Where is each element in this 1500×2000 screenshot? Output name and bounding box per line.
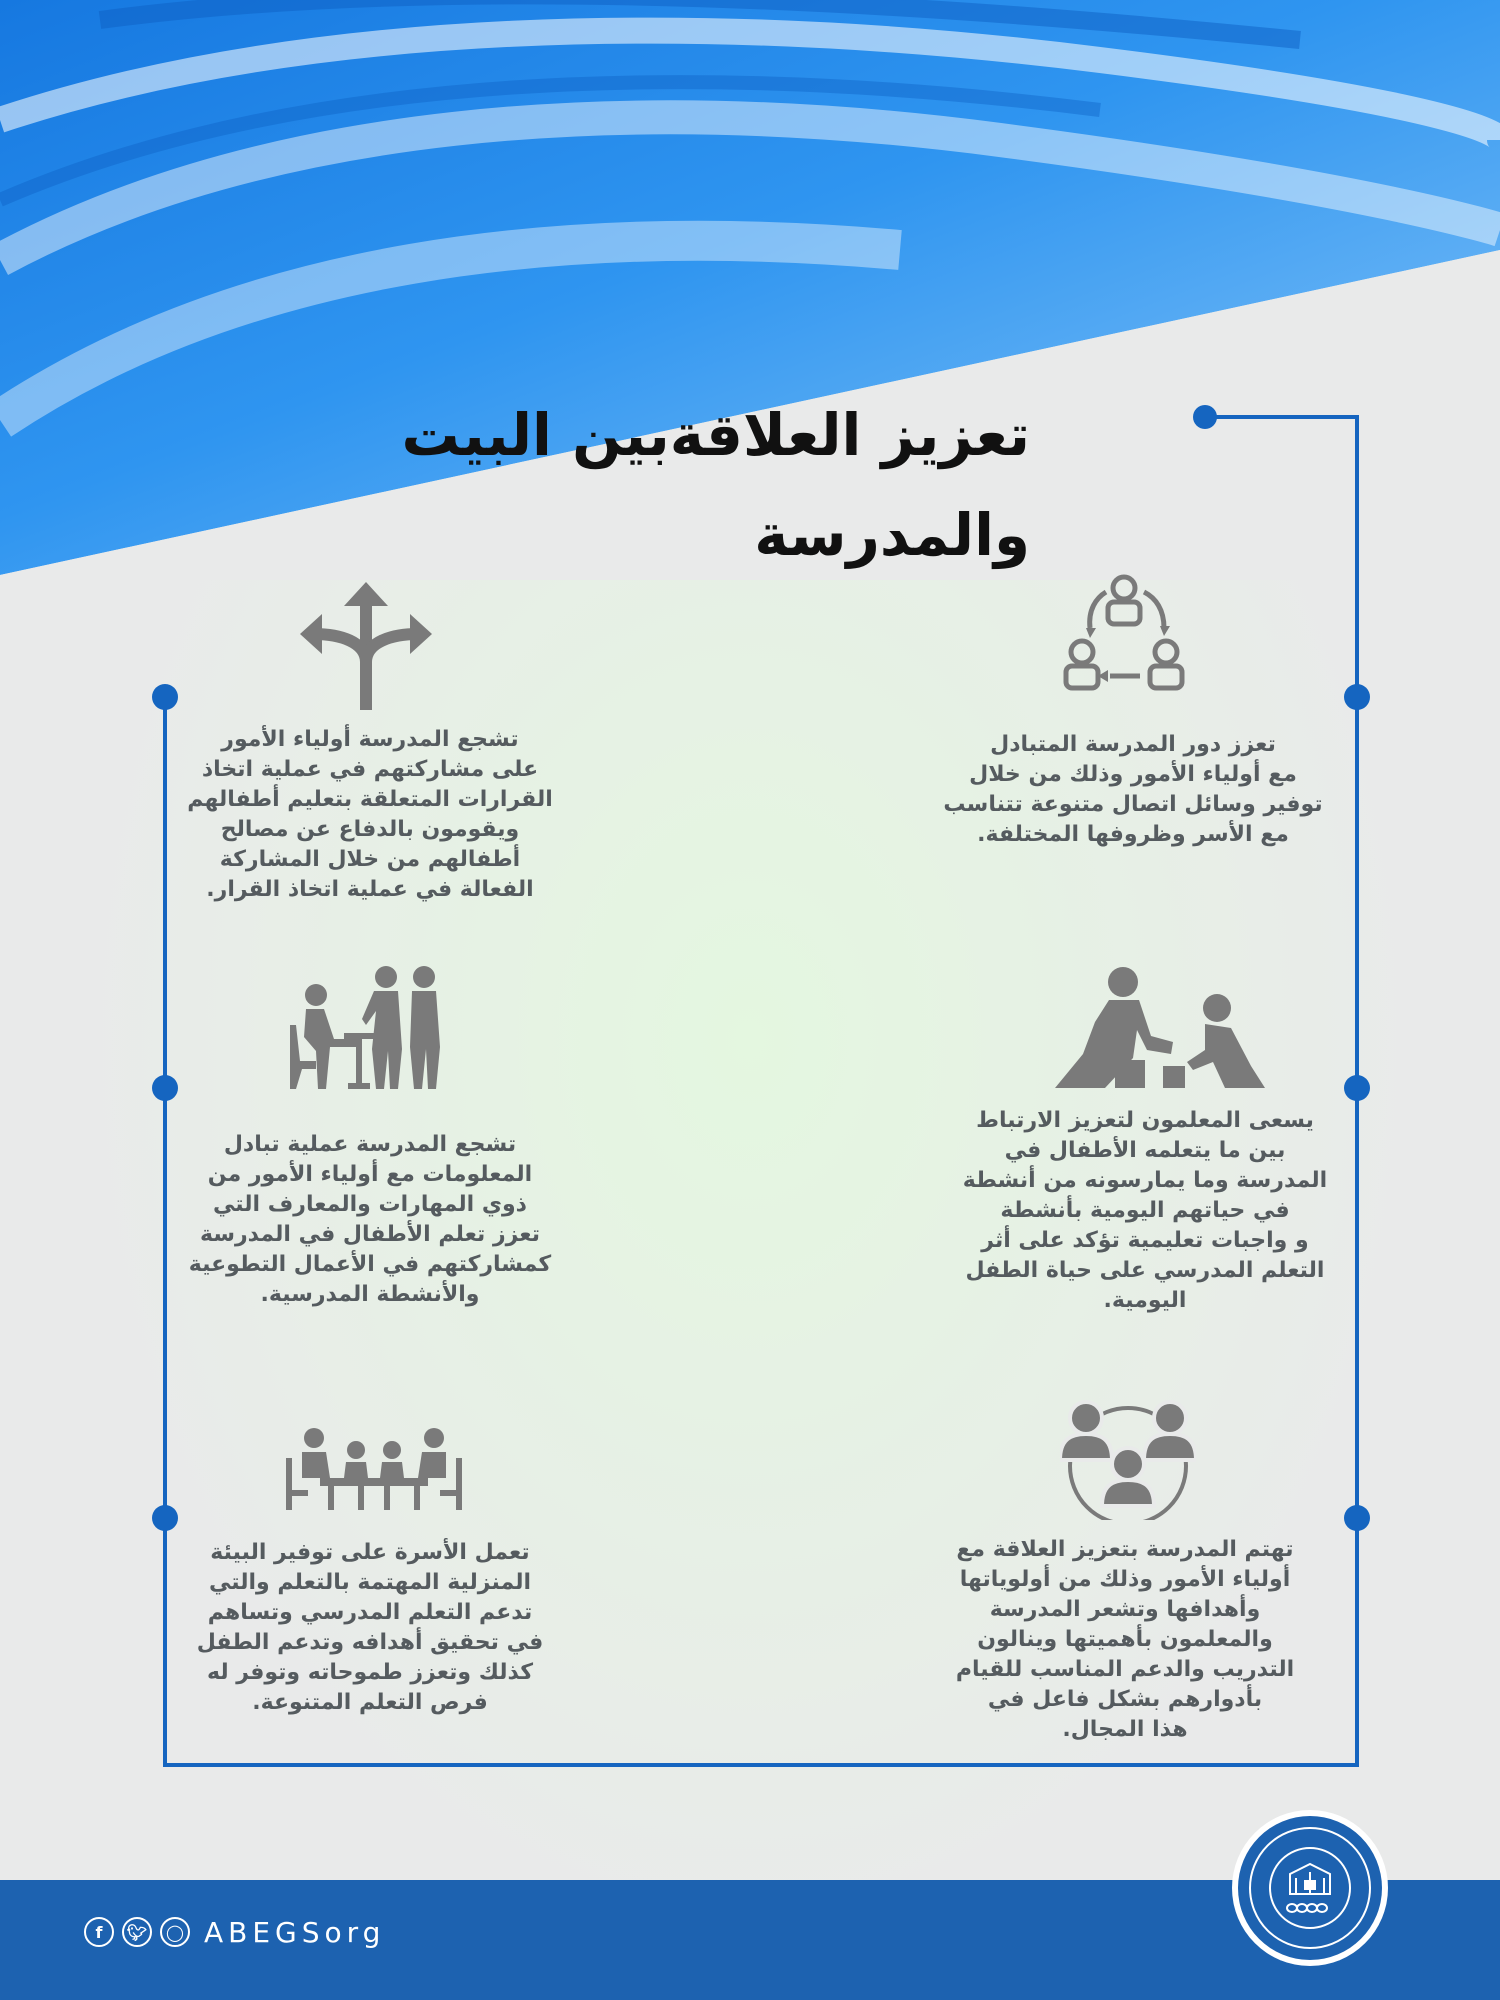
teacher-child-blocks-icon: [1055, 966, 1265, 1088]
crossroads-arrows-icon: [300, 582, 432, 710]
abegs-logo: [1230, 1808, 1390, 1968]
connected-group-icon: [1060, 1400, 1196, 1520]
facebook-icon[interactable]: f: [84, 1917, 114, 1947]
page-title: تعزيز العلاقةبين البيت والمدرسة: [401, 401, 1030, 569]
card-text-1: تعزز دور المدرسة المتبادل مع أولياء الأمور وذلك من خلال توفير وسائل اتصال متنوعة تتناسب مع الأسر وظروفها المختلفة.: [943, 732, 1323, 847]
twitter-icon[interactable]: 🐦︎: [122, 1917, 152, 1947]
instagram-icon[interactable]: ◯: [160, 1917, 190, 1947]
card-text-4: تشجع المدرسة عملية تبادل المعلومات مع أولياء الأمور من ذوي المهارات والمعارف التي تعزز تعلم الأطفال في المدرسة كمشاركتهم في الأعمال التطوعية والأنشطة المدرسية.: [188, 1132, 552, 1307]
social-links: [84, 1912, 385, 1952]
family-table-icon: [286, 1428, 462, 1510]
cycle-people-icon: [1060, 570, 1188, 698]
card-text-6: تعمل الأسرة على توفير البيئة المنزلية المهتمة بالتعلم والتي تدعم التعلم المدرسي وتساهم في تحقيق أهدافه وتدعم الطفل كذلك وتعزز طموحاته وتوفر له فرص التعلم المتنوعة.: [196, 1540, 544, 1715]
card-text-2: تشجع المدرسة أولياء الأمور على مشاركتهم في عملية اتخاذ القرارات المتعلقة بتعليم أطفالهم ويقومون بالدفاع عن مصالح أطفالهم من خلال المشاركة الفعالة في عملية اتخاذ القرار.: [187, 727, 553, 902]
social-handle[interactable]: ABEGSorg: [204, 1915, 386, 1949]
blue-wave-banner: [0, 0, 1500, 580]
card-text-3: يسعى المعلمون لتعزيز الارتباط بين ما يتعلمه الأطفال في المدرسة وما يمارسونه من أنشطة في حياتهم اليومية بأنشطة و واجبات تعليمية تؤكد على أثر التعلم المدرسي على حياة الطفل اليومية.: [962, 1108, 1328, 1313]
card-text-5: تهتم المدرسة بتعزيز العلاقة مع أولياء الأمور وذلك من أولوياتها وأهدافها وتشعر المدرسة والمعلمون بأهميتها وينالون التدريب والدعم المناسب للقيام بأدوارهم بشكل فاعل في هذا المجال.: [955, 1537, 1295, 1742]
meeting-people-icon: [286, 965, 446, 1089]
